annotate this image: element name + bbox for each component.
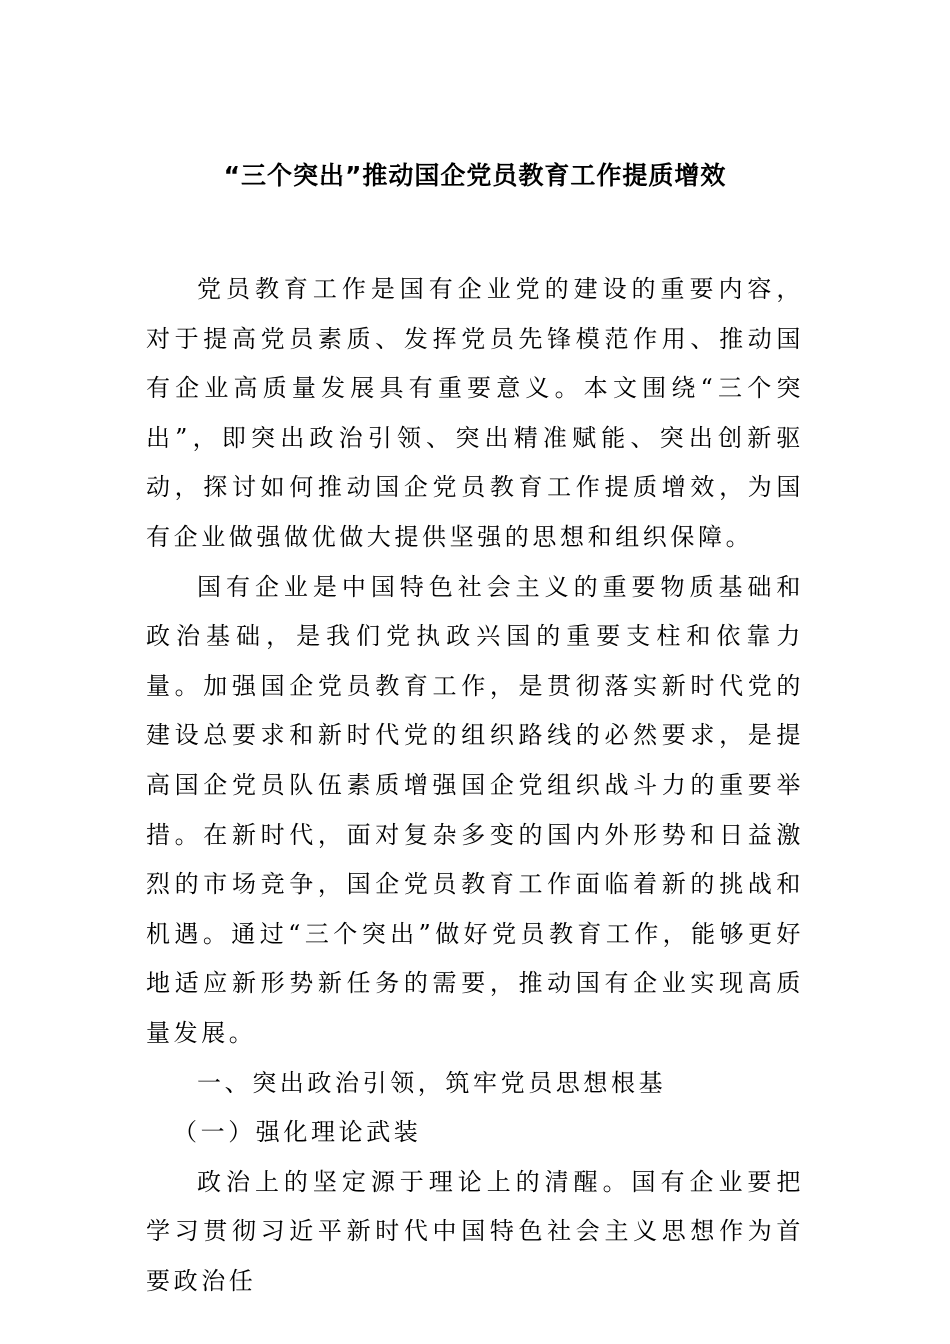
- document-body: [146, 265, 804, 1306]
- paragraph-intro: 党员教育工作是国有企业党的建设的重要内容，对于提高党员素质、发挥党员先锋模范作用、推动国有企业高质量发展具有重要意义。本文围绕“三个突出”，即突出政治引领、突出精准赋能、突出创新驱动，探讨如何推动国企党员教育工作提质增效，为国有企业做强做优做大提供坚强的思想和组织保障。: [146, 275, 804, 551]
- subsection-heading: （一）强化理论武装: [173, 1118, 422, 1147]
- document-title: “三个突出”推动国企党员教育工作提质增效: [223, 161, 727, 190]
- paragraph-theory: 政治上的坚定源于理论上的清醒。国有企业要把学习贯彻习近平新时代中国特色社会主义思想作为首要政治任: [146, 1167, 804, 1295]
- paragraph-background: 国有企业是中国特色社会主义的重要物质基础和政治基础，是我们党执政兴国的重要支柱和依靠力量。加强国企党员教育工作，是贯彻落实新时代党的建设总要求和新时代党的组织路线的必然要求，是提高国企党员队伍素质增强国企党组织战斗力的重要举措。在新时代，面对复杂多变的国内外形势和日益激烈的市场竞争，国企党员教育工作面临着新的挑战和机遇。通过“三个突出”做好党员教育工作，能够更好地适应新形势新任务的需要，推动国有企业实现高质量发展。: [146, 572, 804, 1047]
- section-heading: 一、突出政治引领，筑牢党员思想根基: [197, 1068, 667, 1097]
